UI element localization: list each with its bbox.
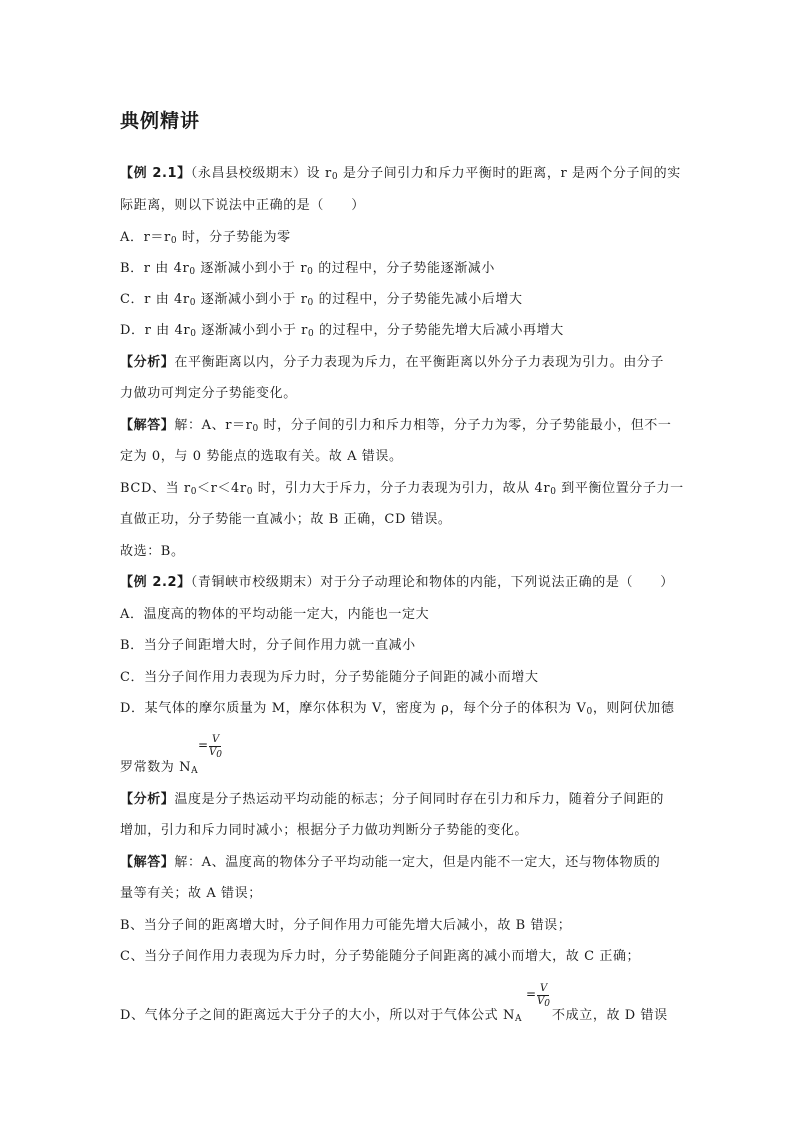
example-2-question-line-1: 【例 2.2】（青铜峡市校级期末）对于分子动理论和物体的内能，下列说法正确的是（ ） [120,575,674,590]
formula-fraction [198,735,228,765]
example-2-answer-line-4: C、当分子间作用力表现为斥力时，分子势能随分子间距离的减小而增大，故 C 正确； [120,949,641,964]
example-1-answer-line-2: 定为 0，与 0 势能点的选取有关。故 A 错误。 [120,449,403,464]
fraction-denominator: $V_0$ [537,996,550,1009]
answer-label: 【解答】 [120,418,175,433]
example-1-answer-line-5: 故选：B。 [120,544,185,559]
example-1-answer-line-3: BCD、当 $r_0<r<4r_0$ 时，引力大于斥力，分子力表现为引力，故从 $4r_0$ 到平衡位置分子力一 [120,481,684,497]
example-1-question-line-2: 际距离，则以下说法中正确的是（ ） [120,198,365,213]
equals-sign: = [526,987,537,1001]
example-1-option-d: D．r 由 $4r_0$ 逐渐减小到小于 $r_0$ 的过程中，分子势能先增大后减小再增大 [120,323,564,339]
formula-fraction-inline [526,984,556,1014]
example-1-option-b: B．r 由 $4r_0$ 逐渐减小到小于 $r_0$ 的过程中，分子势能逐渐减小 [120,261,496,277]
example-1-answer-line-1: 【解答】解：A、$r=r_0$ 时，分子间的引力和斥力相等，分子力为零，分子势能最小，但不一 [120,418,672,434]
subscript: 0 [331,172,339,182]
example-1-answer-line-4: 直做正功，分子势能一直减小；故 B 正确，CD 错误。 [120,512,452,527]
example-1-question-text: （永昌县校级期末）设 r [190,166,332,181]
analysis-label: 【分析】 [120,355,175,370]
example-2-option-d-line-2: 罗常数为 $N_A$ [120,760,199,776]
example-1-option-c: C．r 由 $4r_0$ 逐渐减小到小于 $r_0$ 的过程中，分子势能先减小后增大 [120,292,523,308]
example-2-analysis-line-2: 增加，引力和斥力同时减小；根据分子力做功判断分子势能的变化。 [120,823,529,838]
example-2-answer-line-3: B、当分子间的距离增大时，分子间作用力可能先增大后减小，故 B 错误； [120,918,572,933]
example-2-answer-line-5: D、气体分子之间的距离远大于分子的大小，所以对于气体公式 $N_A$ 不成立，故 D 错误 [120,1008,668,1024]
equals-sign: = [198,738,209,752]
example-1-question-text-cont: 是分子间引力和斥力平衡时的距离，r 是两个分子间的实 [338,166,681,181]
fraction-numerator: V [540,983,548,994]
analysis-label: 【分析】 [120,792,175,807]
example-1-question-line-1 [120,165,680,183]
section-heading: 典例精讲 [120,110,201,132]
example-2-option-b: B．当分子间距增大时，分子间作用力就一直减小 [120,638,416,653]
fraction-numerator: V [212,734,220,745]
example-2-option-c: C．当分子间作用力表现为斥力时，分子势能随分子间距的减小而增大 [120,670,539,685]
answer-label: 【解答】 [120,855,175,870]
example-1-analysis-line-2: 力做功可判定分子势能变化。 [120,386,297,401]
example-1-analysis-line-1: 【分析】在平衡距离以内，分子力表现为斥力，在平衡距离以外分子力表现为引力。由分子 [120,355,665,370]
example-1-option-a: A．$r=r_0$ 时，分子势能为零 [120,230,291,246]
example-2-answer-line-2: 量等有关；故 A 错误； [120,886,262,901]
example-2-option-a: A．温度高的物体的平均动能一定大，内能也一定大 [120,607,430,622]
example-2-option-d-line-1: D．某气体的摩尔质量为 M，摩尔体积为 V，密度为 ρ，每个分子的体积为 $V_0$，则阿伏加德 [120,701,675,717]
example-2-answer-line-1: 【解答】解：A、温度高的物体分子平均动能一定大，但是内能不一定大，还与物体物质的 [120,855,661,870]
example-1-label: 【例 2.1】 [120,166,191,181]
example-2-analysis-line-1: 【分析】温度是分子热运动平均动能的标志；分子间同时存在引力和斥力，随着分子间距的 [120,792,665,807]
fraction-denominator: $V_0$ [209,747,222,760]
example-2-label: 【例 2.2】 [120,575,191,590]
